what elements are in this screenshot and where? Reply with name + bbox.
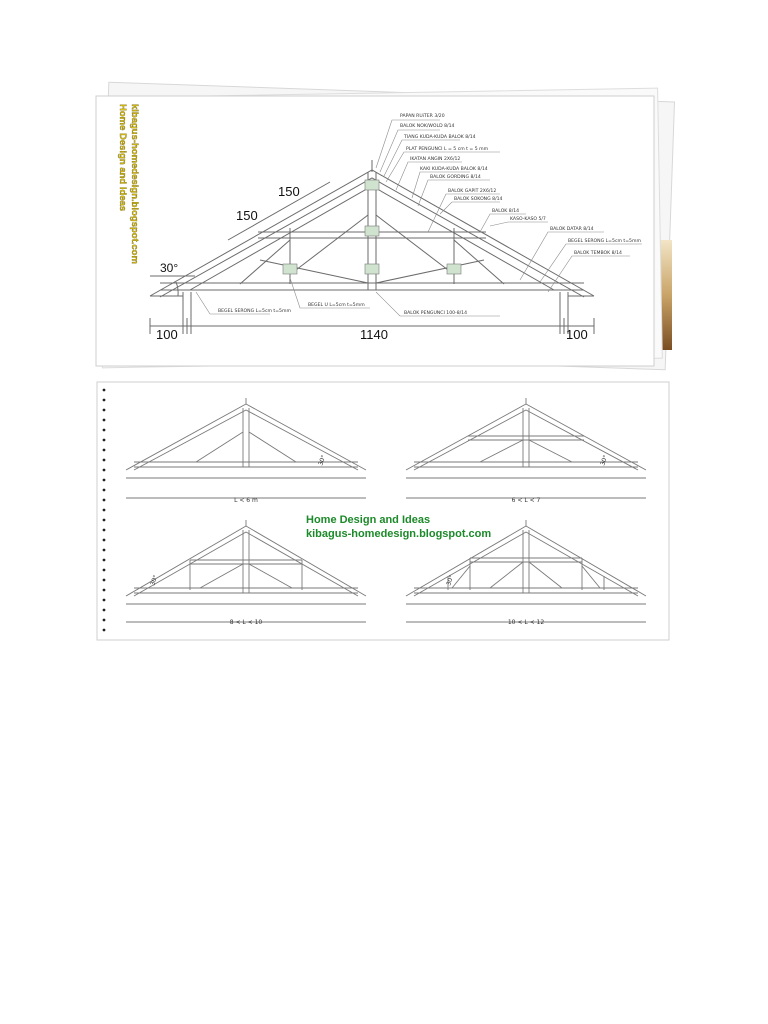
dim-slope-lower: 150: [236, 208, 258, 223]
callout-0: PAPAN RUiTER 3/20: [400, 114, 445, 119]
callout-11: BALOK DATAR 8/14: [550, 227, 594, 232]
truss-2-label: 6 < L < 7: [511, 497, 541, 504]
dim-slope-upper: 150: [278, 184, 300, 199]
callout-10: KASO-KASO 5/7: [510, 217, 546, 222]
truss-3-label: 8 < L < 10: [229, 619, 263, 626]
bottom-watermark-line2: kibagus-homedesign.blogspot.com: [306, 528, 492, 540]
callout-7: BALOK GAPIT 2X6/12: [448, 189, 497, 194]
callout-6: BALOK GORDING 8/14: [430, 175, 481, 180]
callout-3: PLAT PENGUNCI L = 5 cm t = 5 mm: [406, 147, 489, 152]
truss-4-angle: 30°: [445, 574, 456, 587]
dim-span: 1140: [360, 327, 388, 342]
top-watermark-line1: kibagus-homedesign.blogspot.com: [129, 104, 140, 264]
callout-1: BALOK NOK/WOLD 8/14: [400, 124, 455, 129]
truss-4-label: 10 < L < 12: [507, 619, 545, 626]
callout-5: KAKI KUDA-KUDA BALOK 8/14: [420, 167, 488, 172]
truss-2: [406, 398, 646, 498]
truss-1: [126, 398, 366, 498]
dim-left-overhang: 100: [156, 327, 178, 342]
truss-1-angle: 30°: [317, 454, 328, 467]
bottom-callout-2: BALOK PENGUNCI 100-8/14: [404, 311, 468, 316]
bottom-watermark-line1: Home Design and Ideas: [306, 514, 431, 526]
dim-right-overhang: 100: [566, 327, 588, 342]
binder-holes: [103, 389, 106, 632]
callout-2: TIANG KUDA-KUDA BALOK 8/14: [404, 135, 476, 140]
callout-12: BEGEL SERONG L=5cm t=5mm: [568, 239, 641, 244]
top-watermark-line2: Home Design and Ideas: [117, 104, 128, 212]
bottom-callout-0: BEGEL SERONG L=5cm t=5mm: [218, 309, 291, 314]
callout-9: BALOK 8/14: [492, 209, 520, 214]
truss-3-angle: 30°: [149, 574, 160, 587]
bottom-callout-1: BEGEL U L=5cm t=5mm: [308, 303, 365, 308]
callout-4: IKATAN ANGIN 2X6/12: [410, 157, 461, 162]
callout-13: BALOK TEMBOK 8/14: [574, 251, 622, 256]
truss-1-label: L < 6 m: [234, 497, 258, 504]
dim-angle: 30°: [160, 261, 179, 275]
callout-8: BALOK SOKONG 8/14: [454, 197, 503, 202]
truss-2-angle: 30°: [599, 454, 610, 467]
